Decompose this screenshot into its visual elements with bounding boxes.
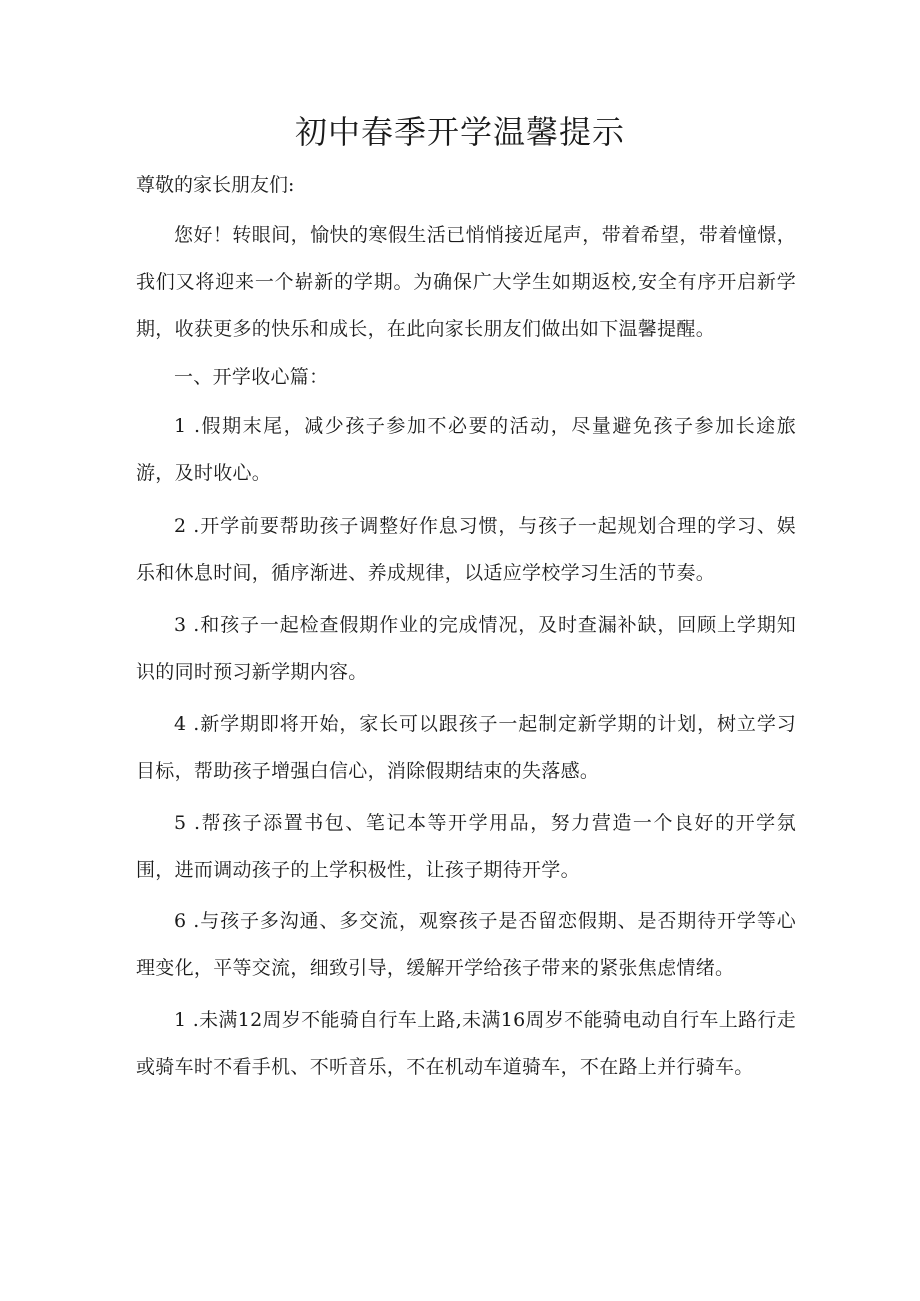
salutation: 尊敬的家长朋友们: — [136, 174, 295, 196]
list-item-4: 4 .新学期即将开始，家长可以跟孩子一起制定新学期的计划，树立学习目标，帮助孩子增强白信心，消除假期结束的失落感。 — [136, 713, 796, 782]
section-heading: 一、开学收心篇： — [174, 366, 329, 388]
list-item-5: 5 .帮孩子添置书包、笔记本等开学用品，努力营造一个良好的开学氛围，进而调动孩子的上学积极性，让孩子期待开学。 — [136, 812, 796, 881]
list-item-7: 1 .未满12周岁不能骑自行车上路,未满16周岁不能骑电动自行车上路行走或骑车时不看手机、不听音乐，不在机动车道骑车，不在路上并行骑车。 — [136, 1009, 796, 1078]
list-item-1: 1 .假期末尾，减少孩子参加不必要的活动，尽量避免孩子参加长途旅游，及时收心。 — [136, 415, 796, 484]
list-item-2: 2 .开学前要帮助孩子调整好作息习惯，与孩子一起规划合理的学习、娱乐和休息时间，循序渐进、养成规律，以适应学校学习生活的节奏。 — [136, 515, 796, 584]
list-item-3: 3 .和孩子一起检查假期作业的完成情况，及时查漏补缺，回顾上学期知识的同时预习新学期内容。 — [136, 614, 796, 683]
intro-paragraph: 您好！转眼间，愉快的寒假生活已悄悄接近尾声，带着希望，带着憧憬，我们又将迎来一个崭新的学期。为确保广大学生如期返校,安全有序开启新学期，收获更多的快乐和成长，在此向家长朋友们做出如下温馨提醒。 — [136, 224, 796, 340]
page-title: 初中春季开学温馨提示 — [294, 113, 625, 151]
list-item-6: 6 .与孩子多沟通、多交流，观察孩子是否留恋假期、是否期待开学等心理变化，平等交流，细致引导，缓解开学给孩子带来的紧张焦虑情绪。 — [136, 910, 796, 979]
